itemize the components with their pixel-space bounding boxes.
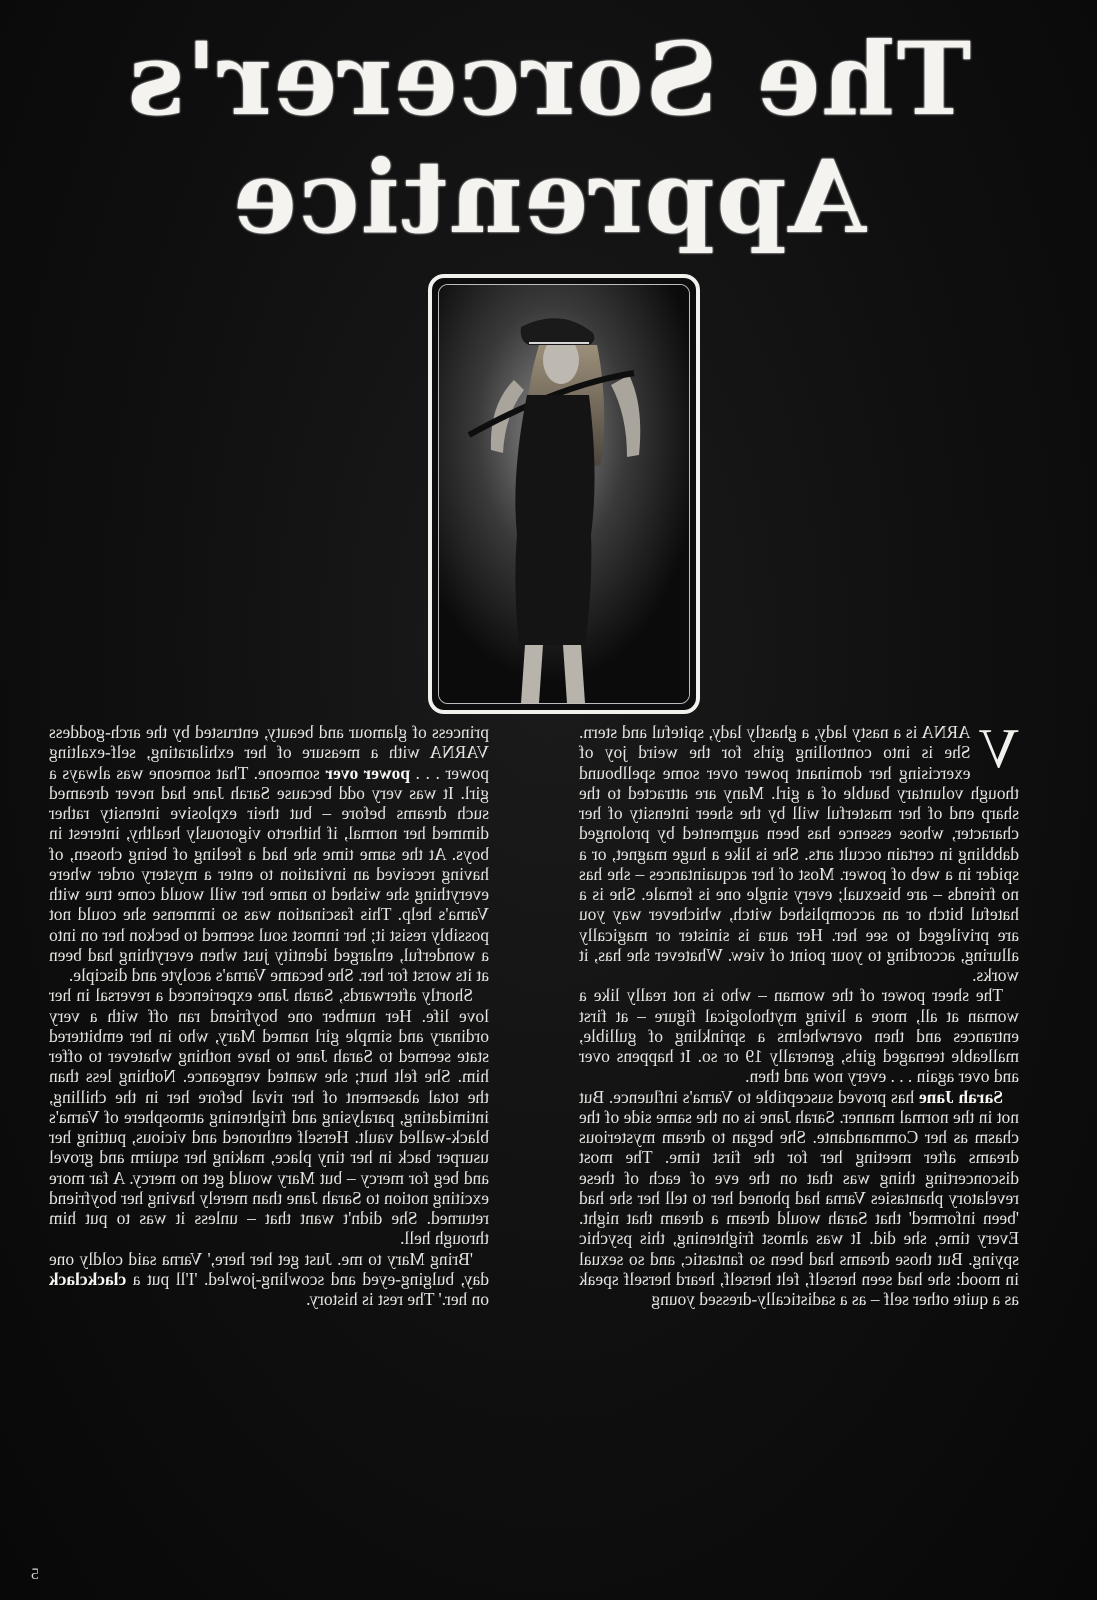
paragraph (579, 718, 1019, 985)
paragraph-text: princess of glamour and beauty, entrusted by the arch-goddess VARNA with a measure of her exhilarating, self-exalting power . . . (49, 722, 489, 783)
paragraph: Shortly afterwards, Sarah Jane experienced a reversal in her love life. Her number one boyfriend ran off with a very ordinary and simple girl named Mary, who in her embittered state seemed to Sarah Jane to have nothing whatever to offer him. She felt hurt; she wanted vengeance. Nothing less than the total abasement of her rival before her in the chilling, intimidating, paralysing and frightening atmosphere of Varna's black-walled vault. Herself enthroned and vicious, putting her usurper back in her tiny place, making her squirm and grovel and beg for mercy – but Mary would get no mercy. A far more exciting notion to Sarah Jane than merely having her boyfriend returned. She didn't want that – unless it was to put him through hell. (49, 985, 489, 1249)
article-title (0, 20, 1097, 256)
page-number: 5 (31, 1566, 39, 1583)
paragraph-text: 'Bring Mary to me. Just get her here,' Varna said coldly one day, bulging-eyed and scowling-jowled. 'I'll put a (49, 1248, 489, 1289)
paragraph-text: has proved susceptible to Varna's influence. But not in the normal manner. Sarah Jane is on the same side of the chasm as her Commandante. She began to dream mysterious dreams after meeting her for the first time. The most disconcerting thing was that on the eve of each of these revelatory phantasies Varna had phoned her to tell her she had 'been informed' that Sarah would dream a dream that night. Every time, she did. It was almost frightening, this psychic spying. But those dreams had been so fantastic, and so sexual in mood: she had seen herself, felt herself, heard herself speak as a quite other self – as a sadistically-dressed young (579, 1086, 1019, 1309)
woman-in-cap-photo (439, 285, 689, 703)
bold-name: Sarah Jane (918, 1086, 1003, 1107)
paragraph-text: ARNA is a nasty lady, a ghastly lady, spiteful and stern. She is into controlling girls for the weird joy of exercising her dominant power over some spellbound though voluntary bauble of a girl. Many are attracted to the sharp end of her masterful will by the sheer intensity of her character, whose essence has been augmented by prolonged dabbling in certain occult arts. She is like a huge magnet, or a spider in a web of power. Most of her acquaintances – she has no friends – are bisexual; every single one is female. She is a hateful bitch or an accomplished witch, whichever way you are privileged to see her. Her aura is sinister or magically alluring, according to your point of view. Whatever she has, it works. (579, 722, 1019, 985)
drop-cap: V (978, 718, 1019, 780)
bold-phrase: power over (325, 762, 410, 783)
title-line-2: Apprentice (230, 138, 867, 256)
photo-frame (428, 274, 700, 714)
paragraph (579, 1087, 1019, 1310)
paragraph (49, 722, 489, 985)
bold-word: clackclack (49, 1268, 127, 1289)
paragraph-text: on her.' The rest is history. (306, 1289, 489, 1309)
photo (438, 284, 690, 704)
paragraph-text: someone. That someone was always a girl. It was very odd because Sarah Jane had never dreamed such dreams before – but their explosive intensity rather dimmed her normal, if hitherto vigorously healthy, interest in boys. At the same time she had a feeling of being chosen, of having received an invitation to enter a mystery order where everything she wished to name her will would come true with Varna's help. This fascination was so immense she could not possibly resist it; her inmost soul seemed to beckon her on into a wonderful, enlarged identity just when everything had been at its worst for her. She became Varna's acolyte and disciple. (49, 762, 489, 985)
paragraph: The sheer power of the woman – who is not really like a woman at all, more a living mythological figure – at first entrances and then overwhelms a sprinkling of gullible, malleable teenaged girls, generally 19 or so. It happens over and over again . . . every now and then. (579, 985, 1019, 1087)
title-line-1: The Sorcerer's (125, 20, 972, 138)
right-column (49, 722, 489, 1309)
paragraph (49, 1249, 489, 1310)
left-column (579, 718, 1019, 1309)
